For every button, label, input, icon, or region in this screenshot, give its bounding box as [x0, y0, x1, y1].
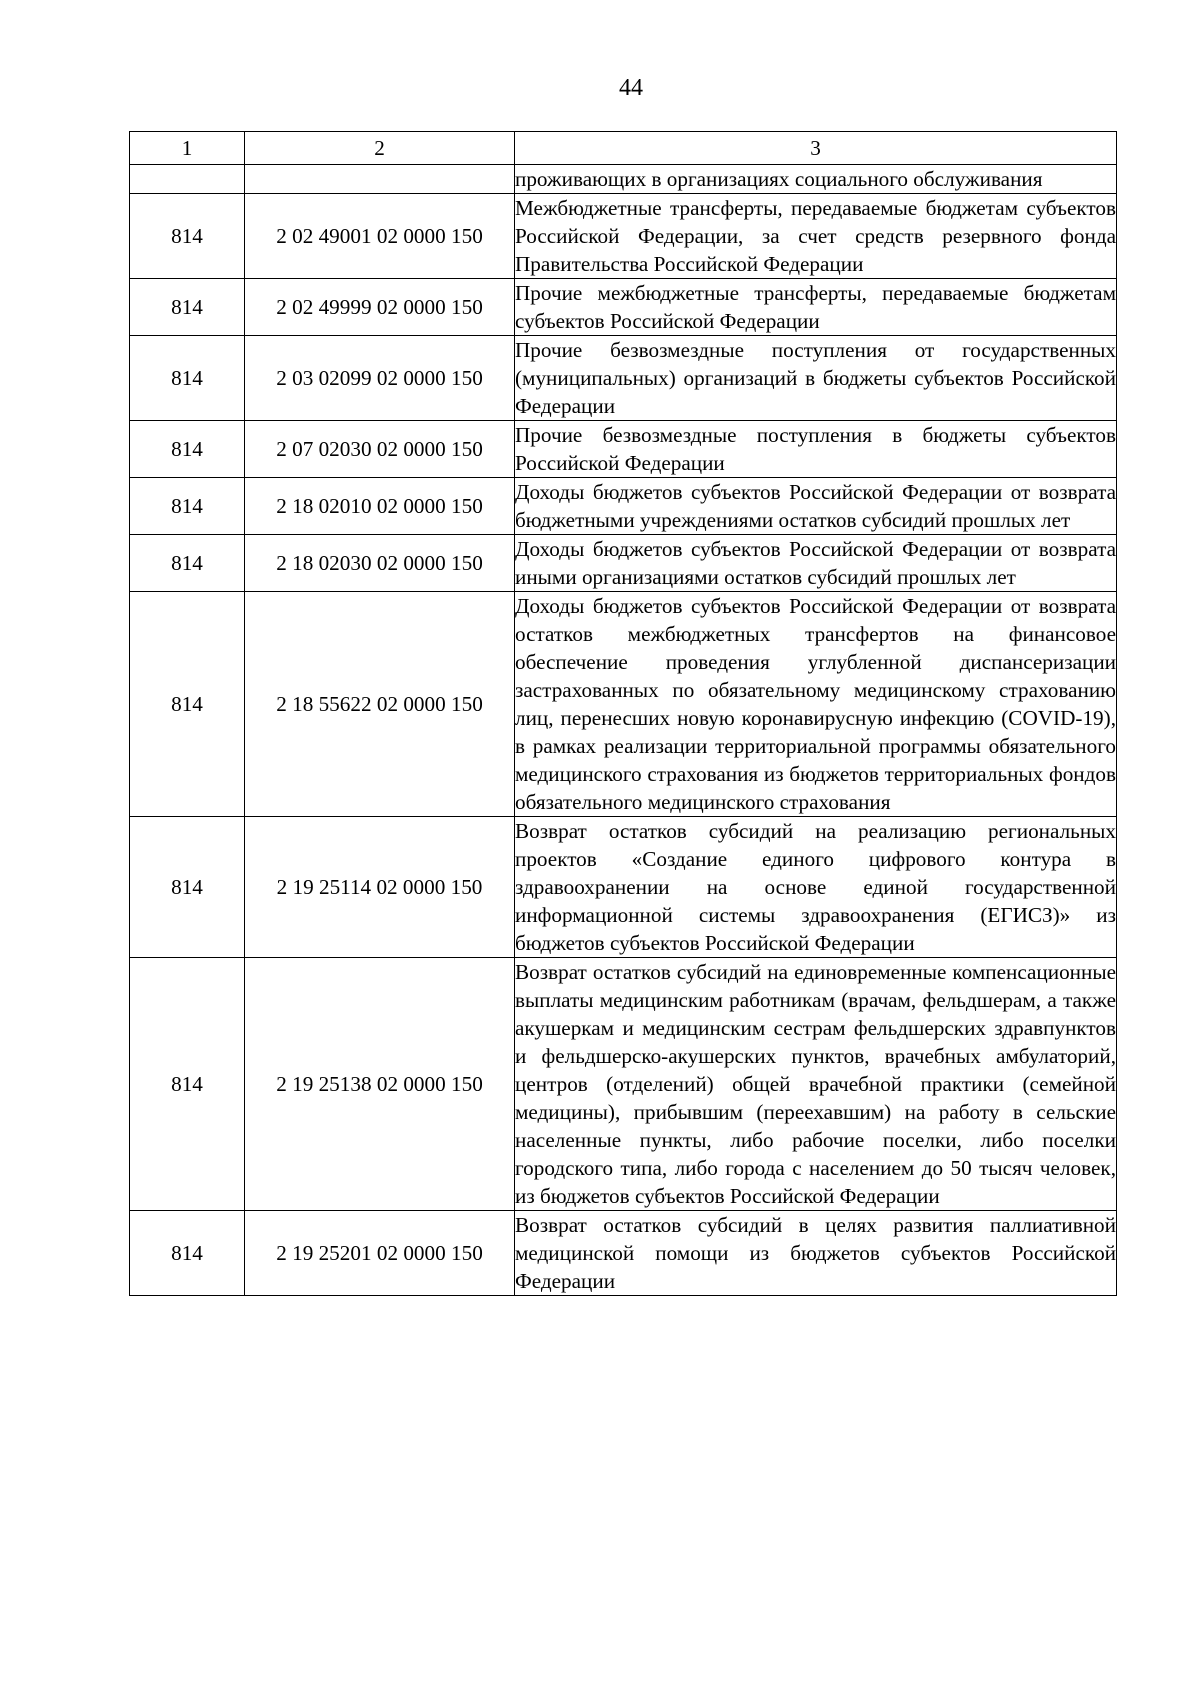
- header-column-1: 1: [130, 132, 245, 165]
- admin-code-cell: 814: [130, 194, 245, 279]
- table-row: [130, 535, 1117, 592]
- budget-code-cell: 2 19 25138 02 0000 150: [245, 958, 515, 1211]
- table-row: [130, 592, 1117, 817]
- description-cell: Возврат остатков субсидий на единовременные компенсационные выплаты медицинским работникам (врачам, фельдшерам, а также акушеркам и медицинским сестрам фельдшерских здравпунктов и фельдшерско-акушерских пунктов, врачебных амбулаторий, центров (отделений) общей врачебной практики (семейной медицины), прибывшим (переехавшим) на работу в сельские населенные пункты, либо рабочие поселки, либо поселки городского типа, либо города с населением до 50 тысяч человек, из бюджетов субъектов Российской Федерации: [515, 958, 1117, 1211]
- revenue-codes-table: [129, 131, 1117, 1296]
- description-cell: Прочие межбюджетные трансферты, передаваемые бюджетам субъектов Российской Федерации: [515, 279, 1117, 336]
- table-row: [130, 478, 1117, 535]
- admin-code-cell: 814: [130, 958, 245, 1211]
- table-row: [130, 165, 1117, 194]
- admin-code-cell: 814: [130, 478, 245, 535]
- budget-code-cell: 2 07 02030 02 0000 150: [245, 421, 515, 478]
- header-column-3: 3: [515, 132, 1117, 165]
- table-row: [130, 958, 1117, 1211]
- table-row: [130, 194, 1117, 279]
- budget-code-cell: 2 19 25201 02 0000 150: [245, 1211, 515, 1296]
- admin-code-cell: 814: [130, 535, 245, 592]
- table-row: [130, 336, 1117, 421]
- description-cell: Доходы бюджетов субъектов Российской Федерации от возврата бюджетными учреждениями остатков субсидий прошлых лет: [515, 478, 1117, 535]
- admin-code-cell: 814: [130, 279, 245, 336]
- table-row: [130, 817, 1117, 958]
- description-cell: Прочие безвозмездные поступления от государственных (муниципальных) организаций в бюджеты субъектов Российской Федерации: [515, 336, 1117, 421]
- table-header-row: [130, 132, 1117, 165]
- description-cell: Возврат остатков субсидий в целях развития паллиативной медицинской помощи из бюджетов субъектов Российской Федерации: [515, 1211, 1117, 1296]
- admin-code-cell: 814: [130, 421, 245, 478]
- table-row: [130, 421, 1117, 478]
- description-cell: Доходы бюджетов субъектов Российской Федерации от возврата остатков межбюджетных трансфертов на финансовое обеспечение проведения углубленной диспансеризации застрахованных по обязательному медицинскому страхованию лиц, перенесших новую коронавирусную инфекцию (COVID-19), в рамках реализации территориальной программы обязательного медицинского страхования из бюджетов территориальных фондов обязательного медицинского страхования: [515, 592, 1117, 817]
- description-cell: Прочие безвозмездные поступления в бюджеты субъектов Российской Федерации: [515, 421, 1117, 478]
- table-row: [130, 279, 1117, 336]
- admin-code-cell: 814: [130, 817, 245, 958]
- admin-code-cell: 814: [130, 1211, 245, 1296]
- budget-code-cell: 2 18 55622 02 0000 150: [245, 592, 515, 817]
- table-row: [130, 1211, 1117, 1296]
- description-cell: Доходы бюджетов субъектов Российской Федерации от возврата иными организациями остатков субсидий прошлых лет: [515, 535, 1117, 592]
- description-cell: проживающих в организациях социального обслуживания: [515, 165, 1117, 194]
- admin-code-cell: 814: [130, 592, 245, 817]
- admin-code-cell: [130, 165, 245, 194]
- admin-code-cell: 814: [130, 336, 245, 421]
- budget-code-cell: 2 18 02030 02 0000 150: [245, 535, 515, 592]
- budget-code-cell: 2 03 02099 02 0000 150: [245, 336, 515, 421]
- budget-code-cell: 2 18 02010 02 0000 150: [245, 478, 515, 535]
- description-cell: Возврат остатков субсидий на реализацию региональных проектов «Создание единого цифрового контура в здравоохранении на основе единой государственной информационной системы здравоохранения (ЕГИСЗ)» из бюджетов субъектов Российской Федерации: [515, 817, 1117, 958]
- description-cell: Межбюджетные трансферты, передаваемые бюджетам субъектов Российской Федерации, за счет средств резервного фонда Правительства Российской Федерации: [515, 194, 1117, 279]
- page-number: 44: [619, 75, 643, 101]
- budget-code-cell: 2 02 49999 02 0000 150: [245, 279, 515, 336]
- header-column-2: 2: [245, 132, 515, 165]
- budget-code-cell: [245, 165, 515, 194]
- budget-code-cell: 2 19 25114 02 0000 150: [245, 817, 515, 958]
- budget-code-cell: 2 02 49001 02 0000 150: [245, 194, 515, 279]
